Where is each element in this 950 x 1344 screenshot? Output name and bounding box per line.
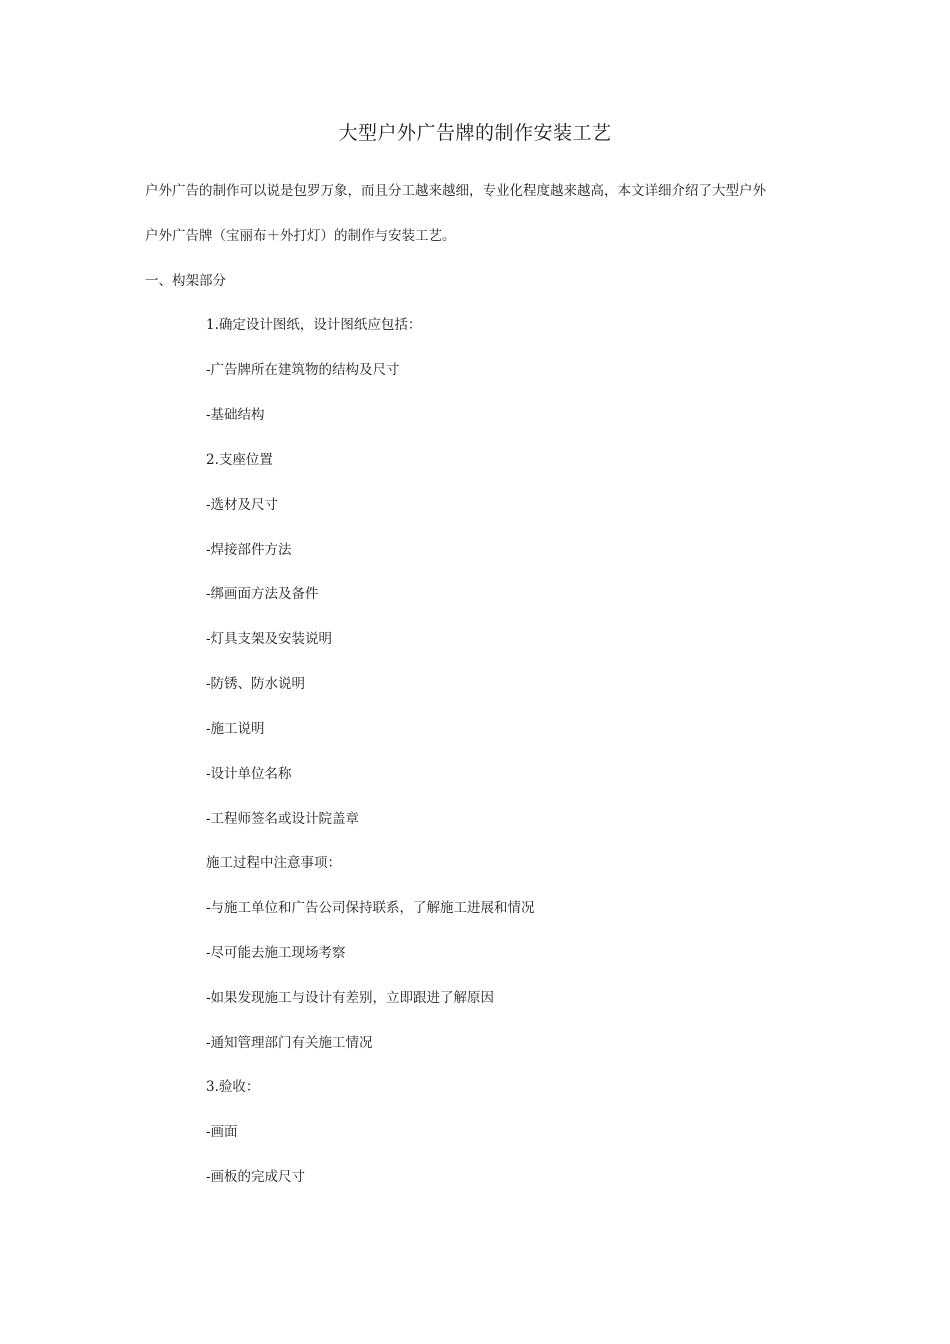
- list-item: -与施工单位和广告公司保持联系，了解施工进展和情况: [206, 900, 535, 916]
- list-item: 1.确定设计图纸，设计图纸应包括：: [206, 317, 422, 333]
- section-heading: 一、构架部分: [145, 273, 226, 289]
- list-item: 3.验收：: [206, 1079, 260, 1095]
- document-title: 大型户外广告牌的制作安装工艺: [338, 122, 612, 144]
- list-item: -通知管理部门有关施工情况: [206, 1035, 373, 1051]
- list-item: -绑画面方法及备件: [206, 586, 319, 602]
- list-item: -焊接部件方法: [206, 542, 292, 558]
- list-item: -选材及尺寸: [206, 497, 279, 513]
- list-item: -画面: [206, 1124, 238, 1140]
- list-item: -画板的完成尺寸: [206, 1169, 306, 1185]
- intro-line-2: 户外广告牌（宝丽布＋外打灯）的制作与安装工艺。: [145, 228, 456, 244]
- list-item: 施工过程中注意事项：: [206, 855, 341, 871]
- list-item: -基础结构: [206, 407, 265, 423]
- list-item: -如果发现施工与设计有差别，立即跟进了解原因: [206, 990, 495, 1006]
- list-item: -防锈、防水说明: [206, 676, 306, 692]
- list-item: -工程师签名或设计院盖章: [206, 811, 360, 827]
- list-item: -尽可能去施工现场考察: [206, 945, 346, 961]
- list-item: -施工说明: [206, 721, 265, 737]
- list-item: -广告牌所在建筑物的结构及尺寸: [206, 362, 400, 378]
- intro-line-1: 户外广告的制作可以说是包罗万象，而且分工越来越细，专业化程度越来越高，本文详细介绍了大型户外: [145, 183, 766, 199]
- list-item: 2.支座位置: [206, 452, 273, 468]
- list-item: -灯具支架及安装说明: [206, 631, 333, 647]
- list-item: -设计单位名称: [206, 766, 292, 782]
